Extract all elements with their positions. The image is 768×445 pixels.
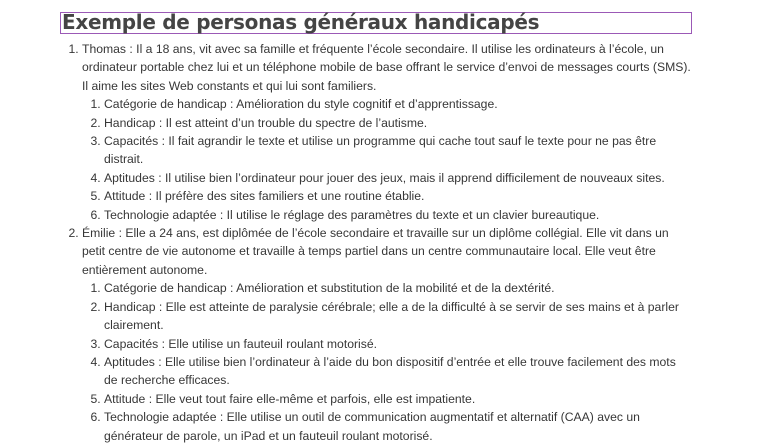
persona-detail: 1. Catégorie de handicap : Amélioration et substitution de la mobilité et de la dextérité.: [104, 279, 692, 297]
persona-detail: 4. Aptitudes : Il utilise bien l’ordinateur pour jouer des jeux, mais il apprend difficilement de nouveaux sites.: [104, 169, 692, 187]
persona-detail: 3. Capacités : Il fait agrandir le texte et utilise un programme qui cache tout sauf le texte pour ne pas être distrait.: [104, 132, 692, 169]
persona-detail: 6. Technologie adaptée : Il utilise le réglage des paramètres du texte et un clavier bureautique.: [104, 206, 692, 224]
persona-item: [82, 40, 692, 224]
persona-detail: 2. Handicap : Elle est atteinte de paralysie cérébrale; elle a de la difficulté à se servir de ses mains et à parler clairement.: [104, 298, 692, 335]
persona-item: [82, 224, 692, 445]
personas-list: [82, 40, 692, 445]
page-title: Exemple de personas généraux handicapés: [62, 10, 540, 34]
persona-detail: 3. Capacités : Elle utilise un fauteuil roulant motorisé.: [104, 335, 692, 353]
persona-detail: 4. Aptitudes : Elle utilise bien l’ordinateur à l’aide du bon dispositif d’entrée et elle trouve facilement des mots de recherche efficaces.: [104, 353, 692, 390]
persona-details-list: [104, 279, 692, 445]
persona-detail: 6. Technologie adaptée : Elle utilise un outil de communication augmentatif et alternatif (CAA) avec un générateur de parole, un iPad et un fauteuil roulant motorisé.: [104, 408, 692, 445]
persona-intro: Thomas : Il a 18 ans, vit avec sa famille et fréquente l’école secondaire. Il utilise les ordinateurs à l’école, un ordinateur portable chez lui et un téléphone mobile de base offrant le service d’envoi de messages courts (SMS). Il aime les sites Web constants et qui lui sont familiers.: [82, 42, 691, 93]
persona-detail: 5. Attitude : Il préfère des sites familiers et une routine établie.: [104, 187, 692, 205]
persona-intro: Émilie : Elle a 24 ans, est diplômée de l’école secondaire et travaille sur un diplôme collégial. Elle vit dans un petit centre de vie autonome et travaille à temps partiel dans un centre communautaire local. Elle veut être entièrement autonome.: [82, 226, 669, 277]
persona-detail: 2. Handicap : Il est atteint d’un trouble du spectre de l’autisme.: [104, 114, 692, 132]
persona-detail: 1. Catégorie de handicap : Amélioration du style cognitif et d’apprentissage.: [104, 95, 692, 113]
persona-details-list: [104, 95, 692, 224]
persona-detail: 5. Attitude : Elle veut tout faire elle-même et parfois, elle est impatiente.: [104, 390, 692, 408]
